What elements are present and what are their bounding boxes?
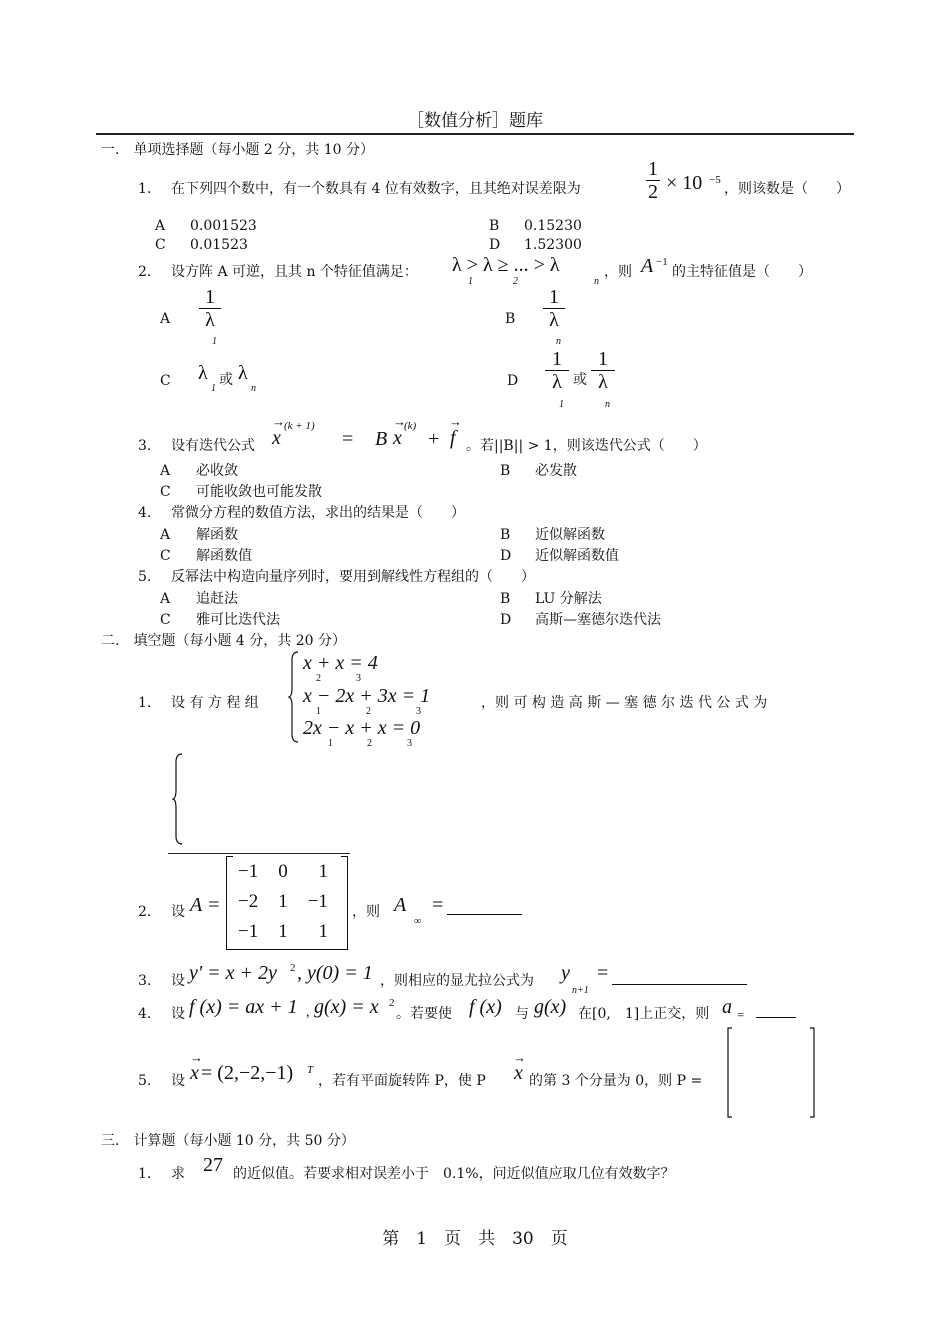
s1-q3-x2: x [393, 427, 402, 449]
section2-heading: 二. 填空题（每小题 4 分，共 20 分） [101, 633, 346, 649]
s1-q1-optB-val: 0.15230 [524, 218, 582, 234]
s1-q2-optA-key: A [160, 311, 171, 327]
s1-q2-sub2: 2 [513, 276, 518, 287]
s1-q3-optC-key: C [160, 484, 171, 500]
s2-q3-answer-blank[interactable] [612, 966, 747, 985]
s2-q2-number: 2. [138, 904, 152, 920]
s2-q2-norm-sub: ∞ [414, 916, 422, 927]
s1-q2-optA-frac [199, 286, 221, 331]
s1-q2-optC-lamn: λ [238, 362, 248, 384]
s2-q3-ode: y' = x + 2y [189, 962, 277, 984]
s1-q1-times: × 10 [666, 172, 703, 194]
s1-q3-f: f [450, 427, 456, 449]
frac-one: 1 [549, 286, 559, 308]
s1-q1-optD-val: 1.52300 [524, 237, 582, 253]
s1-q1-optA-val: 0.001523 [190, 218, 257, 234]
s3-q1-text: 求 [171, 1166, 185, 1182]
vector-arrow-icon: → [393, 414, 406, 429]
s1-q2-optD-frac1 [545, 348, 569, 393]
s1-q2-optD-sub1: 1 [559, 399, 564, 410]
s2-q5-text: 设 [171, 1073, 185, 1089]
s2-q1-eq3-sub3: 3 [407, 738, 412, 749]
s2-q5-number: 5. [138, 1073, 152, 1089]
matrix-cell: −1 [307, 891, 328, 912]
frac-one: 1 [205, 286, 215, 308]
vector-arrow-icon: → [449, 414, 462, 429]
s1-q2-optC-key: C [160, 373, 171, 389]
s1-q3-sup2: (k) [404, 420, 417, 432]
s1-q2-sub1: 1 [468, 276, 473, 287]
s2-q1-eq2-sub3: 3 [416, 706, 421, 717]
s1-q3-x: x [272, 427, 281, 449]
s1-q2-then: ，则 [604, 264, 632, 280]
s2-q4-text: 设 [171, 1006, 185, 1022]
vector-arrow-icon: → [272, 414, 285, 429]
s1-q2-optA-sub: 1 [212, 336, 217, 347]
s1-q3-eq: = [342, 428, 354, 450]
s2-q5-x: x [190, 1062, 199, 1084]
s1-q5-text: 反幂法中构造向量序列时，要用到解线性方程组的（ ） [171, 569, 535, 585]
title-rule [96, 133, 854, 135]
s1-q1-fraction [646, 158, 660, 203]
frac-numerator: 1 [648, 158, 658, 180]
s2-q4-tail: 在[0, 1]上正交，则 [578, 1006, 710, 1022]
s1-q3-B: B [375, 428, 388, 450]
s2-q2-norm-A: A [394, 894, 407, 916]
s2-q2-A: A = [190, 894, 221, 916]
s2-q4-answer-blank[interactable] [756, 999, 796, 1018]
s1-q5-optD-val: 高斯—塞德尔迭代法 [535, 612, 661, 628]
frac-lambda: λ [549, 309, 559, 331]
s1-q5-optC-val: 雅可比迭代法 [196, 612, 280, 628]
s2-q3-ysub: n+1 [572, 985, 589, 996]
vector-arrow-icon: → [190, 1050, 203, 1065]
s1-q2-subn: n [594, 276, 599, 287]
s2-q1-eq1-sub1: 2 [316, 673, 321, 684]
s2-q2-text: 设 [171, 904, 185, 920]
s2-q5-mid: ，若有平面旋转阵 P，使 P [318, 1073, 486, 1089]
s1-q2-optD-or: 或 [573, 372, 587, 388]
s1-q1-optC-key: C [155, 237, 166, 253]
s1-q2-optC-or: 或 [219, 372, 233, 388]
matrix-cell: −2 [238, 891, 259, 912]
s1-q2-optC-lam1: λ [198, 362, 208, 384]
s2-q4-g-exp: 2 [389, 997, 395, 1009]
s2-q4-comma: , [306, 1005, 310, 1020]
matrix-cell: 1 [278, 921, 288, 942]
s1-q2-optB-key: B [505, 311, 516, 327]
s1-q5-optA-key: A [160, 591, 171, 607]
s1-q3-optC-val: 可能收敛也可能发散 [196, 484, 322, 500]
matrix-cell: −1 [238, 861, 259, 882]
s2-q5-tail: 的第 3 个分量为 0，则 P = [529, 1073, 703, 1089]
s2-q1-eq3-sub2: 2 [367, 738, 372, 749]
matrix-cell: 1 [318, 921, 328, 942]
matrix-cell: 1 [318, 861, 328, 882]
s2-q5-T: T [307, 1064, 314, 1076]
s1-q2-optC-sub1: 1 [211, 383, 216, 394]
s2-q5-x2: x [514, 1062, 523, 1084]
frac-one: 1 [552, 348, 562, 370]
s1-q5-optC-key: C [160, 612, 171, 628]
s2-q3-ode-exp: 2 [290, 962, 296, 974]
s1-q2-optD-frac2 [591, 348, 615, 393]
s1-q3-optA-key: A [160, 463, 171, 479]
s1-q4-text: 常微分方程的数值方法，求出的结果是（ ） [171, 505, 465, 521]
s2-q1-tail: ，则 可 构 造 高 斯 — 塞 德 尔 迭 代 公 式 为 [481, 695, 768, 711]
system-brace-icon [288, 650, 300, 744]
s1-q2-optB-frac [543, 286, 565, 331]
s1-q2-ainv-exp: −1 [656, 256, 668, 268]
frac-one: 1 [598, 348, 608, 370]
frac-denominator: 2 [648, 181, 658, 203]
s1-q4-number: 4. [138, 505, 152, 521]
s1-q4-optC-key: C [160, 548, 171, 564]
s2-q3-tail: ，则相应的显尤拉公式为 [380, 973, 534, 989]
s1-q4-optA-val: 解函数 [196, 527, 238, 543]
s2-q3-text: 设 [171, 973, 185, 989]
s1-q2-optB-sub: n [556, 336, 561, 347]
s1-q3-optA-val: 必收敛 [196, 463, 238, 479]
s2-q4-a: a [722, 996, 732, 1018]
s1-q1-tail: ，则该数是（ ） [724, 181, 850, 197]
matrix-A [228, 857, 338, 947]
vector-arrow-icon: → [513, 1050, 526, 1065]
s2-q1-eq2-sub1: 1 [316, 706, 321, 717]
s1-q4-optB-key: B [500, 527, 511, 543]
s2-q2-eq: = [432, 894, 444, 916]
s1-q5-optB-val: LU 分解法 [535, 591, 602, 607]
s2-q1-eq1-sub2: 3 [356, 673, 361, 684]
s2-q4-and: 与 [515, 1006, 529, 1022]
s1-q5-number: 5. [138, 569, 152, 585]
frac-lambda: λ [205, 309, 215, 331]
s1-q2-number: 2. [138, 264, 152, 280]
page-title: ［数值分析］题库 [407, 111, 543, 131]
frac-lambda: λ [552, 371, 562, 393]
s1-q5-optD-key: D [500, 612, 512, 628]
s1-q1-optA-key: A [155, 218, 166, 234]
s2-q3-y: y [561, 962, 570, 984]
matrix-answer-box[interactable] [726, 1027, 818, 1119]
s1-q3-tail: 。若||B|| > 1，则该迭代公式（ ） [466, 438, 707, 454]
s2-q1-number: 1. [138, 695, 152, 711]
s1-q1-optC-val: 0.01523 [190, 237, 248, 253]
matrix-cell: 1 [278, 891, 288, 912]
s1-q3-optB-key: B [500, 463, 511, 479]
s1-q1-number: 1. [138, 181, 152, 197]
page-footer: 第 1 页 共 30 页 [382, 1229, 568, 1249]
s1-q4-optA-key: A [160, 527, 171, 543]
s2-q4-g: g(x) = x [314, 996, 379, 1018]
s2-q1-text: 设 有 方 程 组 [171, 695, 259, 711]
s2-q1-eq3: 2x − x + x = 0 [303, 717, 421, 739]
s2-q2-then: ，则 [352, 904, 380, 920]
s2-q4-f: f (x) = ax + 1 [189, 996, 298, 1018]
s1-q1-optD-key: D [489, 237, 501, 253]
s1-q4-optC-val: 解函数值 [196, 548, 252, 564]
section1-heading: 一. 单项选择题（每小题 2 分，共 10 分） [101, 142, 374, 158]
s1-q2-ainv: A [641, 255, 654, 277]
s1-q5-optA-val: 追赶法 [196, 591, 238, 607]
s1-q3-plus: + [428, 428, 440, 450]
s2-q1-eq1: x + x = 4 [303, 652, 378, 674]
s2-q4-eq: = [737, 1007, 745, 1022]
s2-q4-mid: 。若要使 [396, 1006, 452, 1022]
s1-q1-text: 在下列四个数中，有一个数具有 4 位有效数字，且其绝对误差限为 [171, 181, 581, 197]
s1-q5-optB-key: B [500, 591, 511, 607]
answer-line [168, 853, 350, 854]
s3-q1-number: 1. [138, 1166, 152, 1182]
s1-q4-optD-key: D [500, 548, 512, 564]
answer-brace-icon [172, 752, 184, 846]
s2-q2-answer-blank[interactable] [447, 896, 522, 915]
s3-q1-val: 27 [203, 1154, 223, 1176]
s1-q3-number: 3. [138, 438, 152, 454]
s2-q3-init: , y(0) = 1 [297, 962, 373, 984]
s1-q2-optD-subn: n [605, 399, 610, 410]
s2-q3-number: 3. [138, 973, 152, 989]
s1-q3-optB-val: 必发散 [535, 463, 577, 479]
s1-q2-optD-key: D [507, 373, 519, 389]
s3-q1-tail: 的近似值。若要求相对误差小于 0.1%，问近似值应取几位有效数字？ [233, 1166, 675, 1182]
s1-q3-sup1: (k + 1) [284, 420, 315, 432]
section3-heading: 三. 计算题（每小题 10 分，共 50 分） [101, 1133, 355, 1149]
s2-q5-val: = (2,−2,−1) [201, 1062, 294, 1084]
s2-q4-gx: g(x) [534, 996, 567, 1018]
s2-q1-eq3-sub1: 1 [328, 738, 333, 749]
s1-q4-optD-val: 近似解函数值 [535, 548, 619, 564]
frac-lambda: λ [598, 371, 608, 393]
s1-q2-condition: λ > λ ≥ ... > λ [452, 254, 560, 276]
s2-q3-eq: = [597, 962, 609, 984]
matrix-cell: −1 [238, 921, 259, 942]
s2-q1-eq2-sub2: 2 [366, 706, 371, 717]
s1-q1-exp: −5 [709, 174, 721, 186]
s1-q1-optB-key: B [489, 218, 500, 234]
s2-q4-fx: f (x) [469, 996, 502, 1018]
matrix-cell: 0 [278, 861, 288, 882]
s1-q2-optC-subn: n [251, 383, 256, 394]
s1-q2-tail: 的主特征值是（ ） [672, 264, 812, 280]
s2-q4-number: 4. [138, 1006, 152, 1022]
s2-q1-eq2: x − 2x + 3x = 1 [303, 685, 431, 707]
s1-q2-text: 设方阵 A 可逆，且其 n 个特征值满足： [171, 264, 418, 280]
s1-q4-optB-val: 近似解函数 [535, 527, 605, 543]
s1-q3-text: 设有迭代公式 [171, 438, 255, 454]
